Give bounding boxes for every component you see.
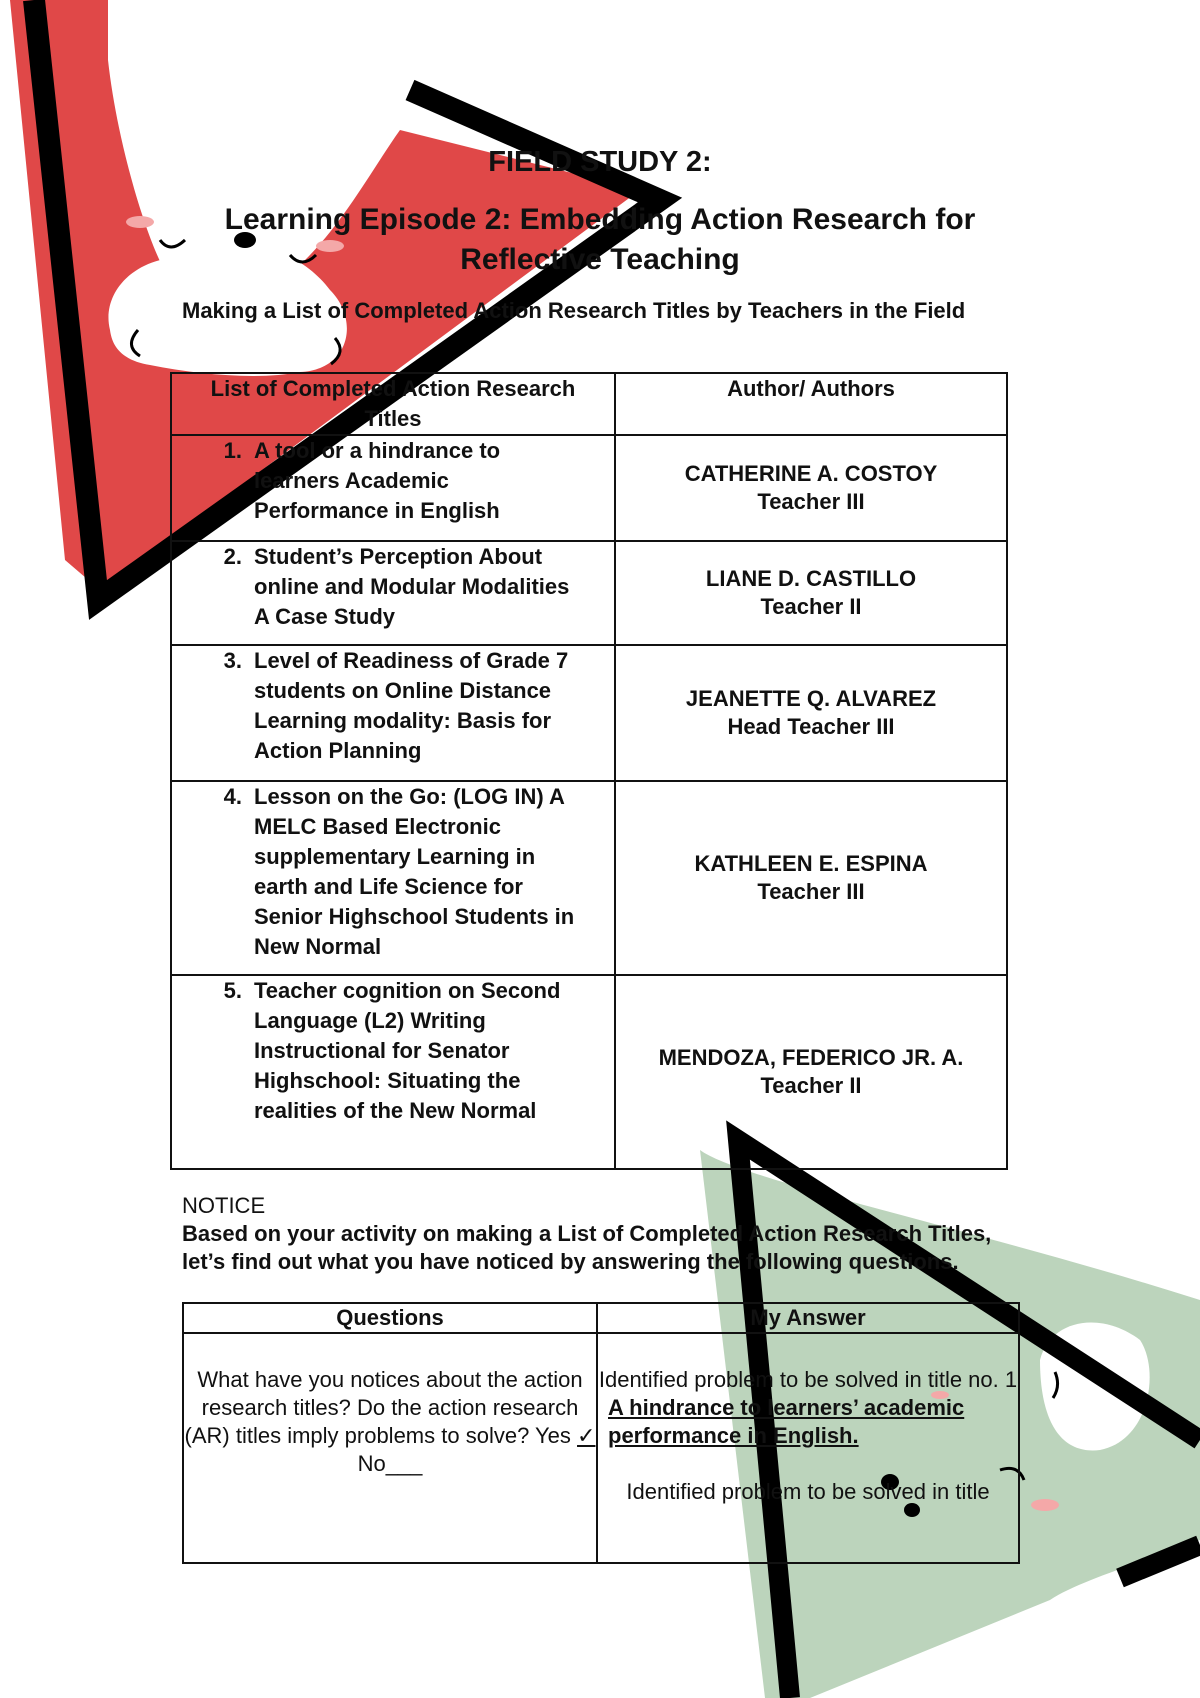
author-cell bbox=[615, 541, 1007, 645]
author-position: Teacher III bbox=[757, 879, 865, 904]
title-cell bbox=[171, 541, 615, 645]
column-header-answer: My Answer bbox=[597, 1303, 1019, 1333]
notice-heading: NOTICE bbox=[182, 1193, 266, 1218]
author-cell bbox=[615, 645, 1007, 781]
table-row bbox=[171, 541, 1007, 645]
notice-section bbox=[182, 1192, 1012, 1276]
yes-checkmark: ✓ bbox=[577, 1423, 596, 1448]
column-header-authors: Author/ Authors bbox=[615, 373, 1007, 435]
author-cell bbox=[615, 975, 1007, 1169]
row-number: 5. bbox=[223, 978, 242, 1003]
research-title: Teacher cognition on Second Language (L2) Writing Instructional for Senator Highschool: Situating the realities of the New Normal bbox=[254, 978, 561, 1123]
answer-underlined: A hindrance to learners’ academic performance in English. bbox=[608, 1395, 965, 1448]
title-cell bbox=[171, 645, 615, 781]
author-position: Teacher III bbox=[757, 489, 865, 514]
notice-text: Based on your activity on making a List of Completed Action Research Titles, let’s find out what you have noticed by answering the following questions. bbox=[182, 1221, 992, 1274]
author-position: Teacher II bbox=[760, 594, 862, 619]
answer-line-1: Identified problem to be solved in title no. 1 bbox=[598, 1367, 1018, 1392]
author-name: CATHERINE A. COSTOY bbox=[684, 461, 938, 486]
row-number: 1. bbox=[223, 438, 242, 463]
table-row bbox=[171, 781, 1007, 975]
table-header-row bbox=[183, 1303, 1019, 1333]
author-name: KATHLEEN E. ESPINA bbox=[694, 851, 928, 876]
table-row bbox=[171, 975, 1007, 1169]
author-position: Head Teacher III bbox=[727, 714, 895, 739]
column-header-titles: List of Completed Action Research Titles bbox=[171, 373, 615, 435]
author-cell bbox=[615, 781, 1007, 975]
table-row bbox=[171, 435, 1007, 541]
row-number: 4. bbox=[223, 784, 242, 809]
row-number: 3. bbox=[223, 648, 242, 673]
answer-line-2: Identified problem to be solved in title bbox=[626, 1479, 990, 1504]
row-number: 2. bbox=[223, 544, 242, 569]
question-text: What have you notices about the action research titles? Do the action research (AR) titles imply problems to solve? Yes bbox=[184, 1367, 583, 1448]
question-cell bbox=[183, 1333, 597, 1563]
episode-title: Learning Episode 2: Embedding Action Research for Reflective Teaching bbox=[224, 203, 976, 276]
title-cell bbox=[171, 781, 615, 975]
author-name: JEANETTE Q. ALVAREZ bbox=[685, 686, 937, 711]
research-title: A tool or a hindrance to learners Academic Performance in English bbox=[254, 438, 501, 523]
research-titles-table bbox=[170, 372, 1008, 1170]
table-row bbox=[183, 1333, 1019, 1563]
table-header-row bbox=[171, 373, 1007, 435]
questions-table bbox=[182, 1302, 1020, 1564]
course-title: FIELD STUDY 2: bbox=[488, 146, 712, 178]
research-title: Level of Readiness of Grade 7 students on Online Distance Learning modality: Basis for Action Planning bbox=[254, 648, 569, 763]
no-option: No___ bbox=[357, 1451, 423, 1476]
author-position: Teacher II bbox=[760, 1073, 862, 1098]
table-row bbox=[171, 645, 1007, 781]
author-name: MENDOZA, FEDERICO JR. A. bbox=[658, 1045, 964, 1070]
author-cell bbox=[615, 435, 1007, 541]
column-header-questions: Questions bbox=[183, 1303, 597, 1333]
research-title: Lesson on the Go: (LOG IN) A MELC Based Electronic supplementary Learning in earth and Life Science for Senior Highschool Students in New Normal bbox=[254, 784, 575, 959]
title-cell bbox=[171, 435, 615, 541]
title-cell bbox=[171, 975, 615, 1169]
research-title: Student’s Perception About online and Modular Modalities A Case Study bbox=[254, 544, 570, 629]
author-name: LIANE D. CASTILLO bbox=[705, 566, 917, 591]
intro-text: Making a List of Completed Action Research Titles by Teachers in the Field bbox=[182, 298, 966, 323]
answer-cell bbox=[597, 1333, 1019, 1563]
